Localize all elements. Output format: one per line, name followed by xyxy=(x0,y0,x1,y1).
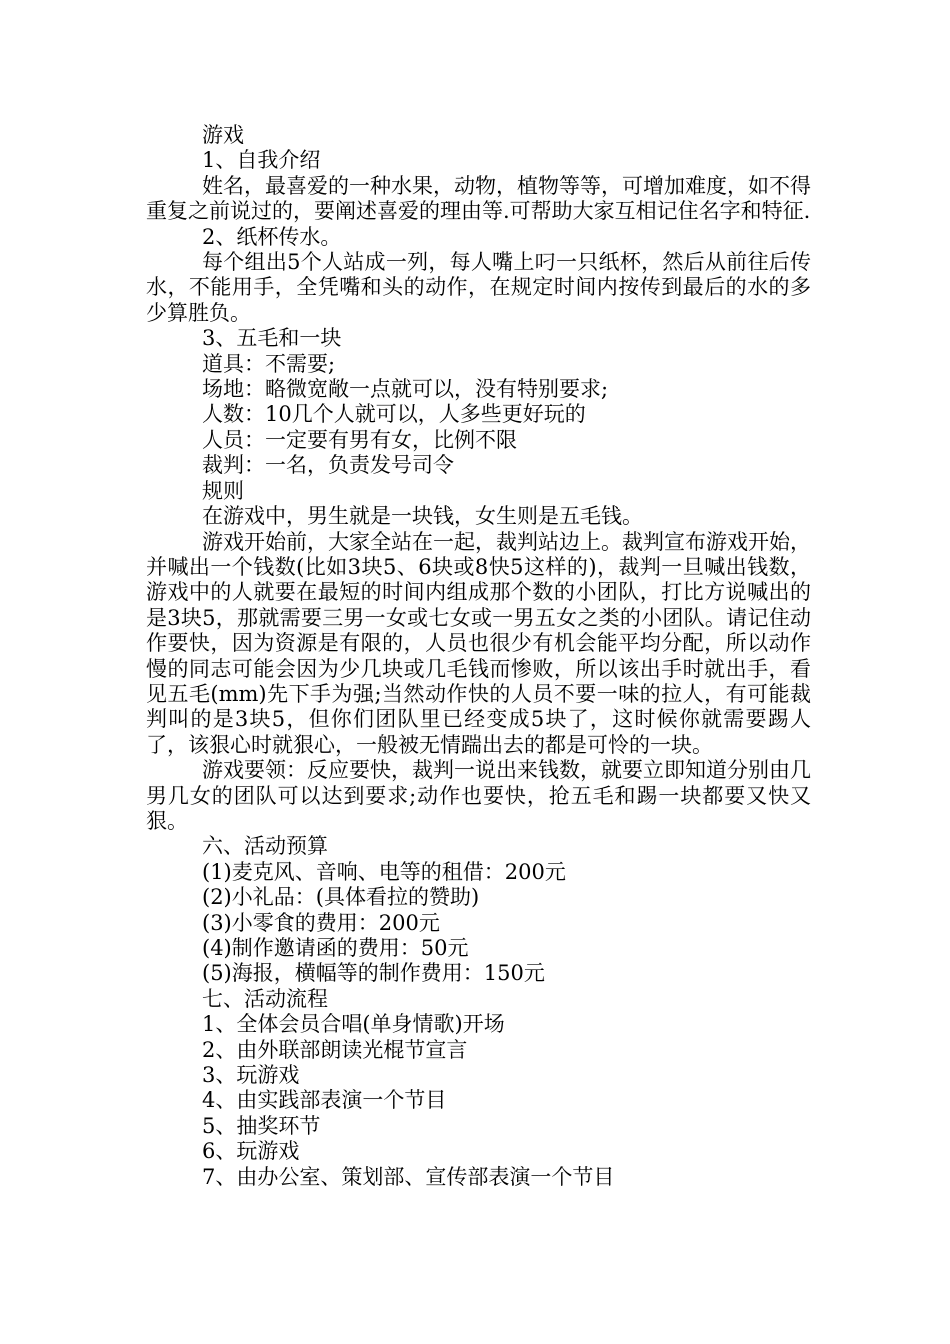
rules-heading: 规则 xyxy=(202,478,244,503)
document-body xyxy=(146,123,811,1190)
budget-item: (4)制作邀请函的费用：50元 xyxy=(202,936,469,960)
process-heading: 七、活动流程 xyxy=(202,986,328,1011)
list-item: 人数：10几个人就可以，人多些更好玩的 xyxy=(202,402,586,427)
budget-item: (3)小零食的费用：200元 xyxy=(202,910,440,935)
body-paragraph: 游戏开始前，大家全站在一起，裁判站边上。裁判宣布游戏开始，并喊出一个钱数(比如3块5、6块或8快5这样的)，裁判一旦喊出钱数，游戏中的人就要在最短的时间内组成那个数的小团队，打比方说喊出的是3块5，那就需要三男一女或七女或一男五女之类的小团队。请记住动作要快，因为资源是有限的，人员也很少有机会能平均分配，所以动作慢的同志可能会因为少几块或几毛钱而惨败，所以该出手时就出手，看见五毛(mm)先下手为强;当然动作快的人员不要一味的拉人，有可能裁判叫的是3块5，但你们团队里已经变成5块了，这时候你就需要踢人了，该狠心时就狠心，一般被无情踹出去的都是可怜的一块。 xyxy=(146,529,811,757)
body-paragraph: 游戏要领：反应要快，裁判一说出来钱数，就要立即知道分别由几男几女的团队可以达到要求;动作也要快，抢五毛和踢一块都要又快又狠。 xyxy=(146,758,811,833)
process-step: 5、抽奖环节 xyxy=(202,1113,321,1138)
list-item: 裁判：一名，负责发号司令 xyxy=(202,453,454,478)
game-heading: 3、五毛和一块 xyxy=(202,326,342,351)
process-step: 4、由实践部表演一个节目 xyxy=(202,1088,447,1113)
process-step: 7、由办公室、策划部、宣传部表演一个节目 xyxy=(202,1164,615,1189)
body-paragraph: 姓名，最喜爱的一种水果，动物，植物等等，可增加难度，如不得重复之前说过的，要阐述喜爱的理由等.可帮助大家互相记住名字和特征. xyxy=(146,173,811,224)
body-paragraph: 每个组出5个人站成一列，每人嘴上叼一只纸杯，然后从前往后传水，不能用手，全凭嘴和头的动作，在规定时间内按传到最后的水的多少算胜负。 xyxy=(146,250,811,325)
section-heading: 游戏 xyxy=(202,123,244,147)
body-paragraph: 在游戏中，男生就是一块钱，女生则是五毛钱。 xyxy=(202,504,643,529)
process-step: 6、玩游戏 xyxy=(202,1139,300,1164)
list-item: 人员：一定要有男有女，比例不限 xyxy=(202,427,517,452)
process-step: 1、全体会员合唱(单身情歌)开场 xyxy=(202,1012,505,1037)
budget-item: (1)麦克风、音响、电等的租借：200元 xyxy=(202,859,566,884)
process-step: 3、玩游戏 xyxy=(202,1063,300,1088)
game-heading: 1、自我介绍 xyxy=(202,148,321,173)
game-heading: 2、纸杯传水。 xyxy=(202,224,342,249)
budget-item: (5)海报，横幅等的制作费用：150元 xyxy=(202,961,545,986)
budget-heading: 六、活动预算 xyxy=(202,834,328,859)
list-item: 场地：略微宽敞一点就可以，没有特别要求; xyxy=(202,377,609,402)
process-step: 2、由外联部朗读光棍节宣言 xyxy=(202,1037,468,1062)
budget-item: (2)小礼品：(具体看拉的赞助) xyxy=(202,885,480,910)
list-item: 道具：不需要; xyxy=(202,351,336,376)
